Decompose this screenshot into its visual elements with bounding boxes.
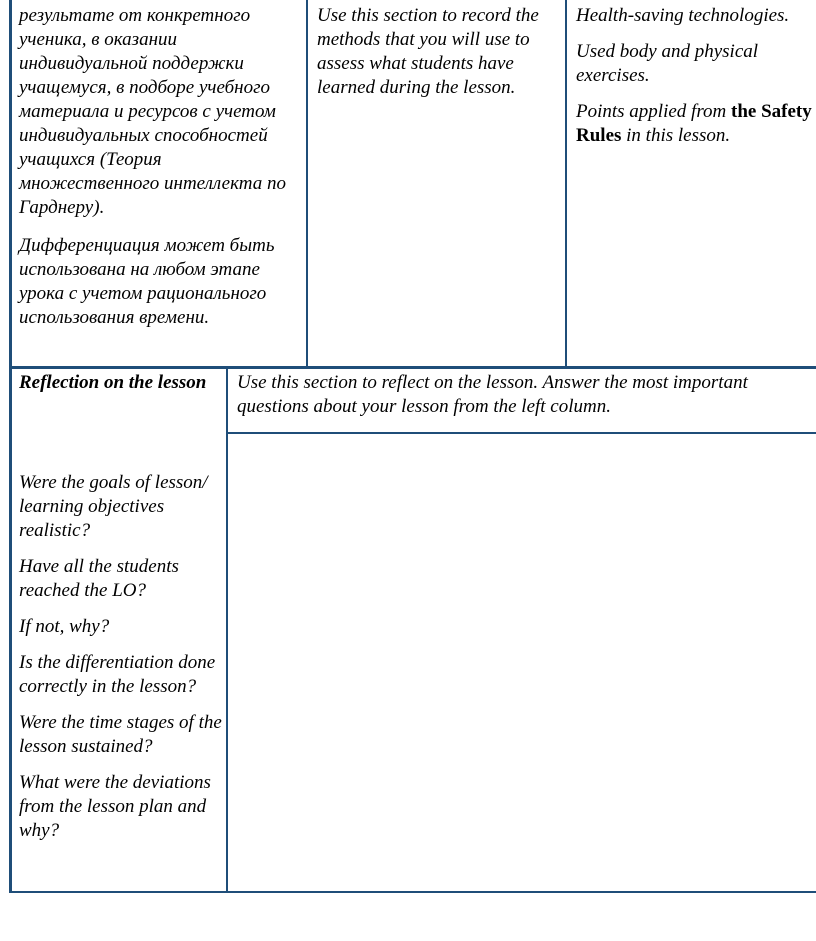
health-safety-cell — [576, 4, 812, 162]
safety-rules-bold-name: Safety Rules — [576, 101, 812, 146]
reflection-answer-area[interactable] — [229, 435, 815, 890]
reflection-question: Is the differentiation done correctly in the lesson? — [19, 652, 216, 697]
exercises-text: Used body and physical exercises. — [576, 41, 759, 86]
reflection-heading-cell — [19, 371, 219, 409]
safety-rules-suffix: in this lesson. — [621, 125, 731, 146]
differentiation-paragraph-2: Дифференциация может быть использована на любом этапе урока с учетом рационального использования времени. — [19, 235, 275, 328]
reflection-questions — [19, 471, 224, 855]
reflection-question: If not, why? — [19, 616, 110, 637]
col-divider-1 — [306, 0, 308, 367]
safety-rules-bold-the: the — [731, 101, 757, 122]
col-divider-2 — [565, 0, 567, 367]
differentiation-paragraph-1: результате от конкретного ученика, в оказании индивидуальной поддержки учащемуся, в подборе учебного материала и ресурсов с учетом индивидуальных способностей учащихся (Теория множественного интеллекта по Гарднеру). — [19, 5, 286, 218]
differentiation-cell — [19, 4, 305, 344]
assessment-cell — [317, 4, 557, 114]
assessment-text: Use this section to record the methods that you will use to assess what students have learned during the lesson. — [317, 5, 539, 98]
reflection-question: What were the deviations from the lesson plan and why? — [19, 772, 211, 841]
table-border-top-divider — [9, 366, 816, 369]
reflection-intro-cell — [237, 371, 812, 433]
reflection-question: Were the goals of lesson/ learning objectives realistic? — [19, 472, 208, 541]
reflection-question: Have all the students reached the LO? — [19, 556, 179, 601]
safety-rules-text — [576, 100, 812, 148]
reflection-heading: Reflection on the lesson — [19, 372, 207, 393]
reflection-col-divider — [226, 367, 228, 893]
health-saving-text: Health-saving technologies. — [576, 5, 790, 26]
safety-rules-prefix: Points applied from — [576, 101, 731, 122]
table-border-left — [9, 0, 12, 893]
table-border-bottom — [9, 891, 816, 893]
reflection-question: Were the time stages of the lesson sustained? — [19, 712, 222, 757]
reflection-intro: Use this section to reflect on the lesson. Answer the most important questions about your lesson from the left column. — [237, 372, 748, 417]
